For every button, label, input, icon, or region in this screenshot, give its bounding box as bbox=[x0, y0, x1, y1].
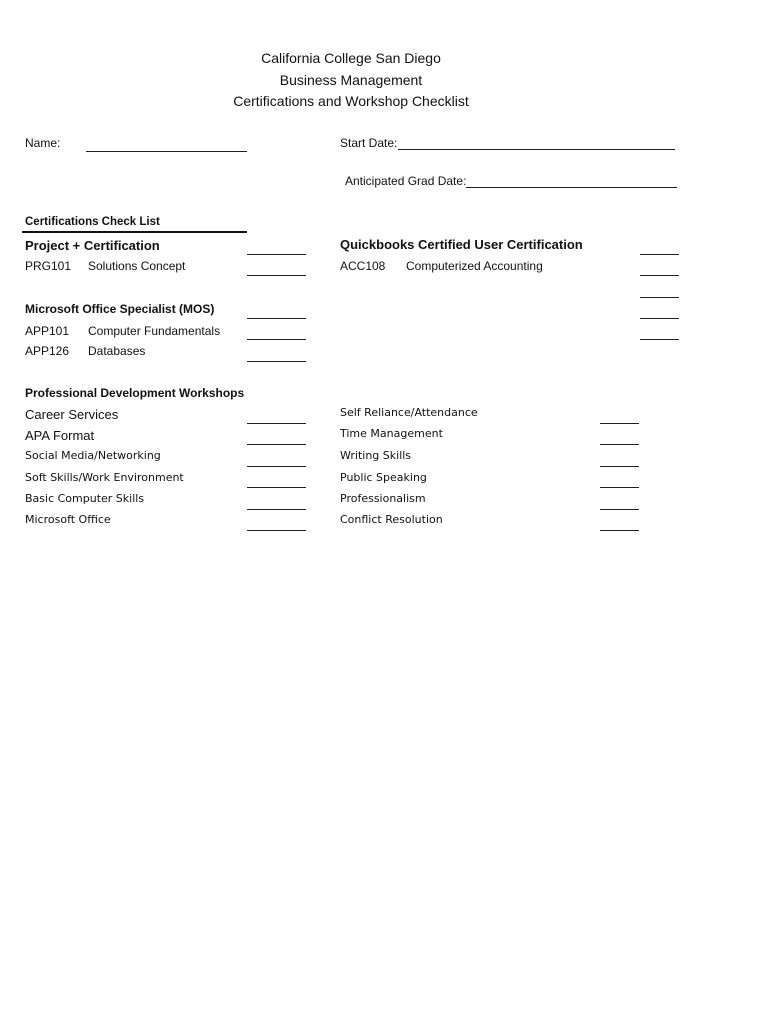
checkoff-line[interactable] bbox=[640, 275, 679, 276]
grad-date-field[interactable] bbox=[466, 187, 677, 188]
checkoff-line[interactable] bbox=[247, 444, 306, 445]
checkoff-line[interactable] bbox=[247, 318, 306, 319]
checkoff-line[interactable] bbox=[600, 530, 639, 531]
checkoff-line[interactable] bbox=[600, 509, 639, 510]
checkoff-line[interactable] bbox=[600, 444, 639, 445]
workshop-item: Public Speaking bbox=[340, 471, 427, 484]
checkoff-line[interactable] bbox=[247, 339, 306, 340]
course-name: Solutions Concept bbox=[88, 259, 186, 273]
workshop-item: Self Reliance/Attendance bbox=[340, 406, 478, 419]
checkoff-line[interactable] bbox=[640, 254, 679, 255]
checkoff-line[interactable] bbox=[247, 361, 306, 362]
workshop-item: APA Format bbox=[25, 428, 95, 443]
workshop-item: Social Media/Networking bbox=[25, 449, 161, 462]
course-code: PRG101 bbox=[25, 259, 72, 273]
document-title: Certifications and Workshop Checklist bbox=[233, 93, 469, 109]
workshops-title: Professional Development Workshops bbox=[25, 386, 245, 400]
checkoff-line[interactable] bbox=[600, 487, 639, 488]
workshop-item: Soft Skills/Work Environment bbox=[25, 471, 184, 484]
checkoff-line[interactable] bbox=[600, 423, 639, 424]
name-field[interactable] bbox=[86, 151, 247, 152]
workshop-item: Time Management bbox=[340, 427, 443, 440]
workshop-item: Microsoft Office bbox=[25, 513, 111, 526]
name-label: Name: bbox=[25, 136, 61, 150]
course-name: Computerized Accounting bbox=[406, 259, 543, 273]
checkoff-line[interactable] bbox=[640, 318, 679, 319]
section-divider bbox=[22, 231, 247, 233]
mos-title: Microsoft Office Specialist (MOS) bbox=[25, 302, 215, 316]
checkoff-line[interactable] bbox=[640, 297, 679, 298]
workshop-item: Career Services bbox=[25, 407, 119, 422]
course-name: Computer Fundamentals bbox=[88, 324, 221, 338]
checkoff-line[interactable] bbox=[247, 487, 306, 488]
start-date-field[interactable] bbox=[398, 149, 675, 150]
program-name: Business Management bbox=[279, 72, 423, 88]
checkoff-line[interactable] bbox=[640, 339, 679, 340]
checkoff-line[interactable] bbox=[247, 254, 306, 255]
checkoff-line[interactable] bbox=[247, 423, 306, 424]
grad-date-label: Anticipated Grad Date: bbox=[345, 174, 467, 188]
course-code: APP101 bbox=[25, 324, 70, 338]
start-date-label: Start Date: bbox=[340, 136, 398, 150]
course-name: Databases bbox=[88, 344, 146, 358]
workshop-item: Professionalism bbox=[340, 492, 426, 505]
checkoff-line[interactable] bbox=[600, 466, 639, 467]
quickbooks-title: Quickbooks Certified User Certification bbox=[340, 237, 583, 252]
certifications-section-title: Certifications Check List bbox=[25, 216, 160, 228]
checkoff-line[interactable] bbox=[247, 466, 306, 467]
college-name: California College San Diego bbox=[261, 50, 441, 66]
workshop-item: Writing Skills bbox=[340, 449, 412, 462]
project-plus-title: Project + Certification bbox=[25, 238, 160, 253]
checkoff-line[interactable] bbox=[247, 275, 306, 276]
checkoff-line[interactable] bbox=[247, 530, 306, 531]
workshop-item: Conflict Resolution bbox=[340, 513, 443, 526]
workshop-item: Basic Computer Skills bbox=[25, 492, 145, 505]
course-code: ACC108 bbox=[340, 259, 386, 273]
checkoff-line[interactable] bbox=[247, 509, 306, 510]
course-code: APP126 bbox=[25, 344, 70, 358]
